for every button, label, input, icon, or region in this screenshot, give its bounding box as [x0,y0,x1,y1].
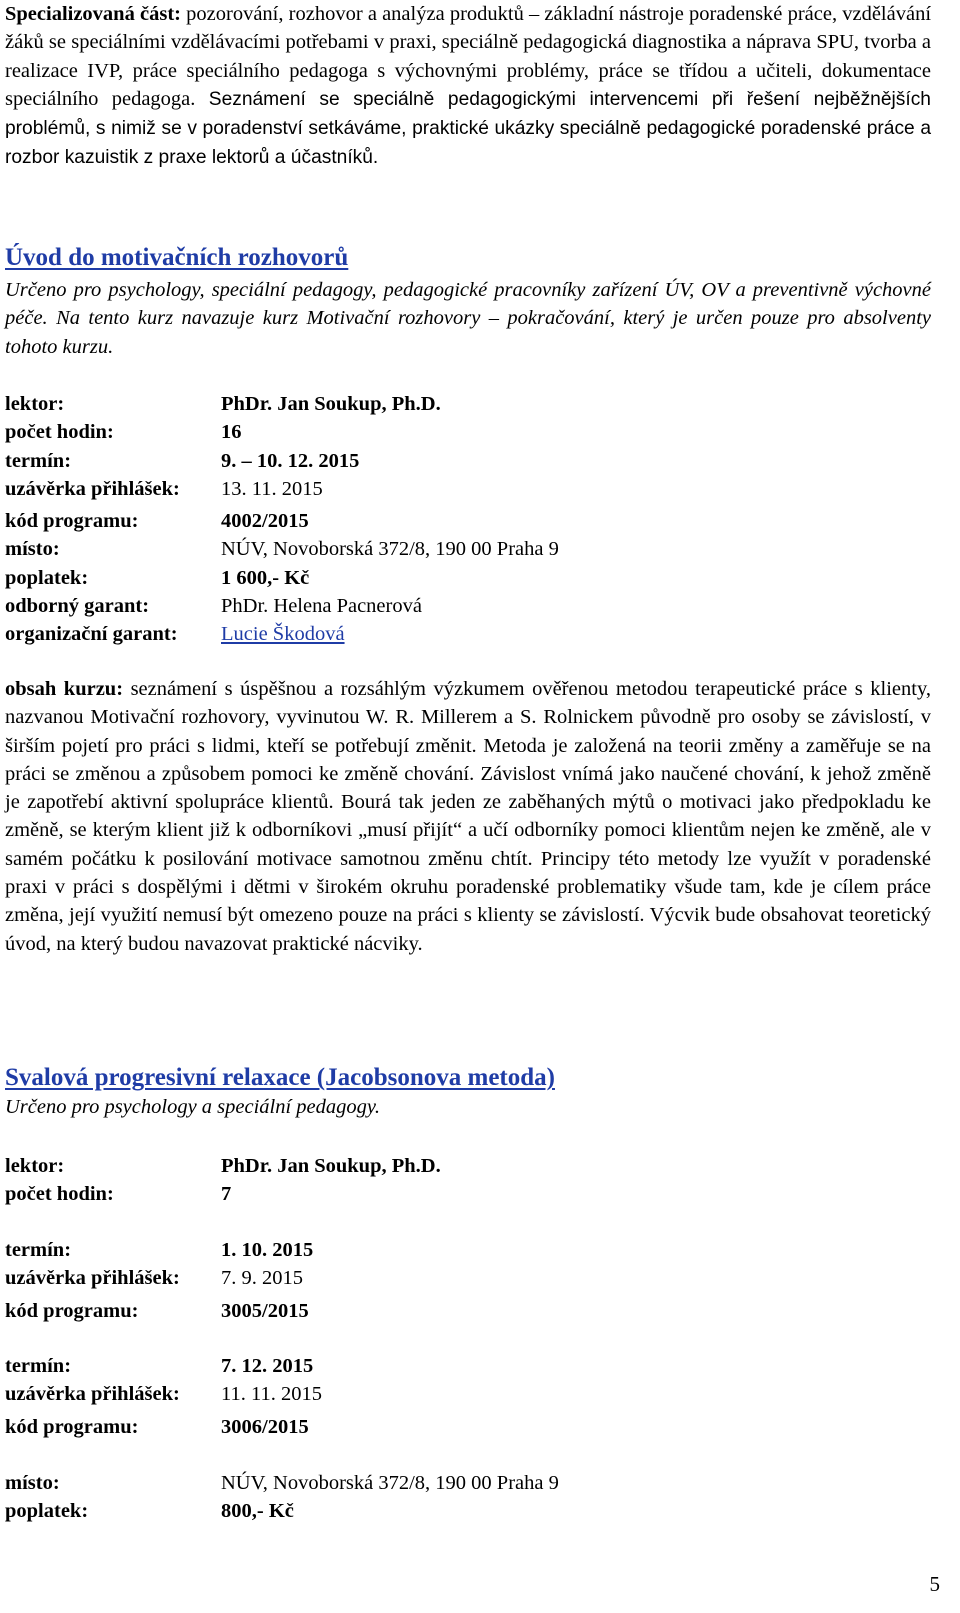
hodin-value: 16 [221,421,242,444]
course2-title[interactable]: Svalová progresivní relaxace (Jacobsonova metoda) [5,1064,555,1091]
kod-value: 4002/2015 [221,510,309,533]
uzaverka-value: 13. 11. 2015 [221,477,323,500]
kod-label: kód programu: [5,1299,139,1322]
course2-term1 [5,1236,931,1325]
obsah-label: obsah kurzu: [5,678,124,700]
uzaverka-value: 7. 9. 2015 [221,1267,303,1290]
misto-label: místo: [5,1472,60,1494]
course2-uzaverka1-row [5,1264,931,1292]
course2-poplatek-row [5,1497,931,1525]
course1-kod-row [5,507,931,535]
course2-misto-row [5,1469,931,1497]
course2-description: Určeno pro psychology a speciální pedagogy. [5,1096,380,1118]
lektor-label: lektor: [5,1155,65,1177]
course1-misto-row [5,535,931,563]
poplatek-label: poplatek: [5,566,89,589]
course2-location [5,1469,931,1526]
course1-title[interactable]: Úvod do motivačních rozhovorů [5,244,349,271]
organizacni-garant-label: organizační garant: [5,623,178,646]
course2-section [5,1063,931,1121]
termin-value: 9. – 10. 12. 2015 [221,449,360,472]
intro-text-1: pozorování, rozhovor a analýza produktů – základní nástroje poradenské práce, vzdělávání žáků se speciálními vzdělávacími potřebami v praxi, speciálně pedagogická diagnostika a náprava SPU, tvorba a realizace IVP, práce speciálního pedagoga s výchovnými problémy, práce se třídou a učiteli, dokumentace speciálního pedagoga. [5,3,932,110]
course1-odborny-row [5,592,931,620]
kod-value: 3006/2015 [221,1415,309,1438]
course1-hodin-row [5,418,931,446]
misto-value: NÚV, Novoborská 372/8, 190 00 Praha 9 [221,538,559,561]
kod-label: kód programu: [5,510,139,533]
course2-termin2-row [5,1352,931,1380]
uzaverka-label: uzávěrka přihlášek: [5,477,180,500]
poplatek-value: 1 600,- Kč [221,566,310,589]
termin-label: termín: [5,1355,72,1377]
kod-value: 3005/2015 [221,1299,309,1322]
termin-label: termín: [5,1239,72,1261]
course2-kod1-row [5,1297,931,1325]
termin-value: 1. 10. 2015 [221,1239,314,1261]
poplatek-value: 800,- Kč [221,1500,294,1523]
page-number: 5 [929,1572,940,1596]
course1-details [5,390,931,649]
course2-uzaverka2-row [5,1380,931,1408]
course1-termin-row [5,447,931,475]
course2-hodin-row [5,1180,931,1208]
uzaverka-label: uzávěrka přihlášek: [5,1267,180,1290]
termin-value: 7. 12. 2015 [221,1355,314,1377]
intro-text-2: Seznámení se speciálně pedagogickými intervencemi při řešení nejběžnějších problémů, s nimiž se v poradenství setkáváme, praktické ukázky speciálně pedagogické poradenské práce a rozbor kazuistik z praxe lektorů a účastníků. [5,88,931,169]
hodin-value: 7 [221,1183,232,1206]
course1-uzaverka-row [5,475,931,503]
misto-label: místo: [5,538,60,561]
odborny-garant-value: PhDr. Helena Pacnerová [221,595,422,618]
misto-value: NÚV, Novoborská 372/8, 190 00 Praha 9 [221,1472,559,1494]
course1-description: Určeno pro psychology, speciální pedagogy, pedagogické pracovníky zařízení ÚV, OV a preventivně výchovné péče. Na tento kurz navazuje kurz Motivační rozhovory – pokračování, který je určen pouze pro absolventy tohoto kurzu. [5,279,931,358]
course1-poplatek-row [5,564,931,592]
odborny-garant-label: odborný garant: [5,595,150,618]
course1-lektor-row [5,390,931,418]
kod-label: kód programu: [5,1415,139,1438]
course2-lektor-row [5,1152,931,1180]
obsah-text: seznámení s úspěšnou a rozsáhlým výzkumem ověřenou metodou terapeutické práce s klienty, nazvanou Motivační rozhovory, vyvinutou W. R. Millerem a S. Rolnickem původně pro osoby se závislostí, v širším pojetí pro práci s lidmi, kteří se potřebují změnit. Metoda je založená na teorii změny a zaměřuje se na práci se změnou a způsobem pomoci ke změně chování. Závislost vnímá jako naučené chování, k jehož změně je zapotřebí aktivní spolupráce klientů. Bourá tak jeden ze zaběhaných mýtů o motivaci jako předpokladu ke změně, se kterým klient již k odborníkovi „musí přijít“ a učí odborníky pomoci klientům nejen ke změně, ale v samém počátku k posilování motivace samotnou změnu chtít. Principy této metody lze využít v poradenské praxi v práci s dospělými i dětmi v širokém okruhu poradenské problematiky všude tam, kde je cílem práce změna, její využití nemusí být omezeno pouze na práci s klienty se závislostí. Výcvik bude obsahovat teoretický úvod, na který budou navazovat praktické nácviky. [5,678,931,955]
hodin-label: počet hodin: [5,421,114,444]
course1-organizacni-row [5,620,931,648]
intro-paragraph [5,0,931,173]
course2-details [5,1152,931,1209]
course1-section [5,243,931,361]
course2-termin1-row [5,1236,931,1264]
lektor-value: PhDr. Jan Soukup, Ph.D. [221,1155,441,1177]
course2-term2 [5,1352,931,1441]
uzaverka-label: uzávěrka přihlášek: [5,1383,180,1406]
lektor-label: lektor: [5,393,65,415]
lektor-value: PhDr. Jan Soukup, Ph.D. [221,393,441,415]
uzaverka-value: 11. 11. 2015 [221,1383,322,1406]
intro-label: Specializovaná část: [5,3,181,25]
poplatek-label: poplatek: [5,1500,89,1523]
course2-kod2-row [5,1413,931,1441]
organizacni-garant-link[interactable]: Lucie Škodová [221,623,345,646]
hodin-label: počet hodin: [5,1183,114,1206]
termin-label: termín: [5,449,72,472]
course1-obsah [5,675,931,958]
